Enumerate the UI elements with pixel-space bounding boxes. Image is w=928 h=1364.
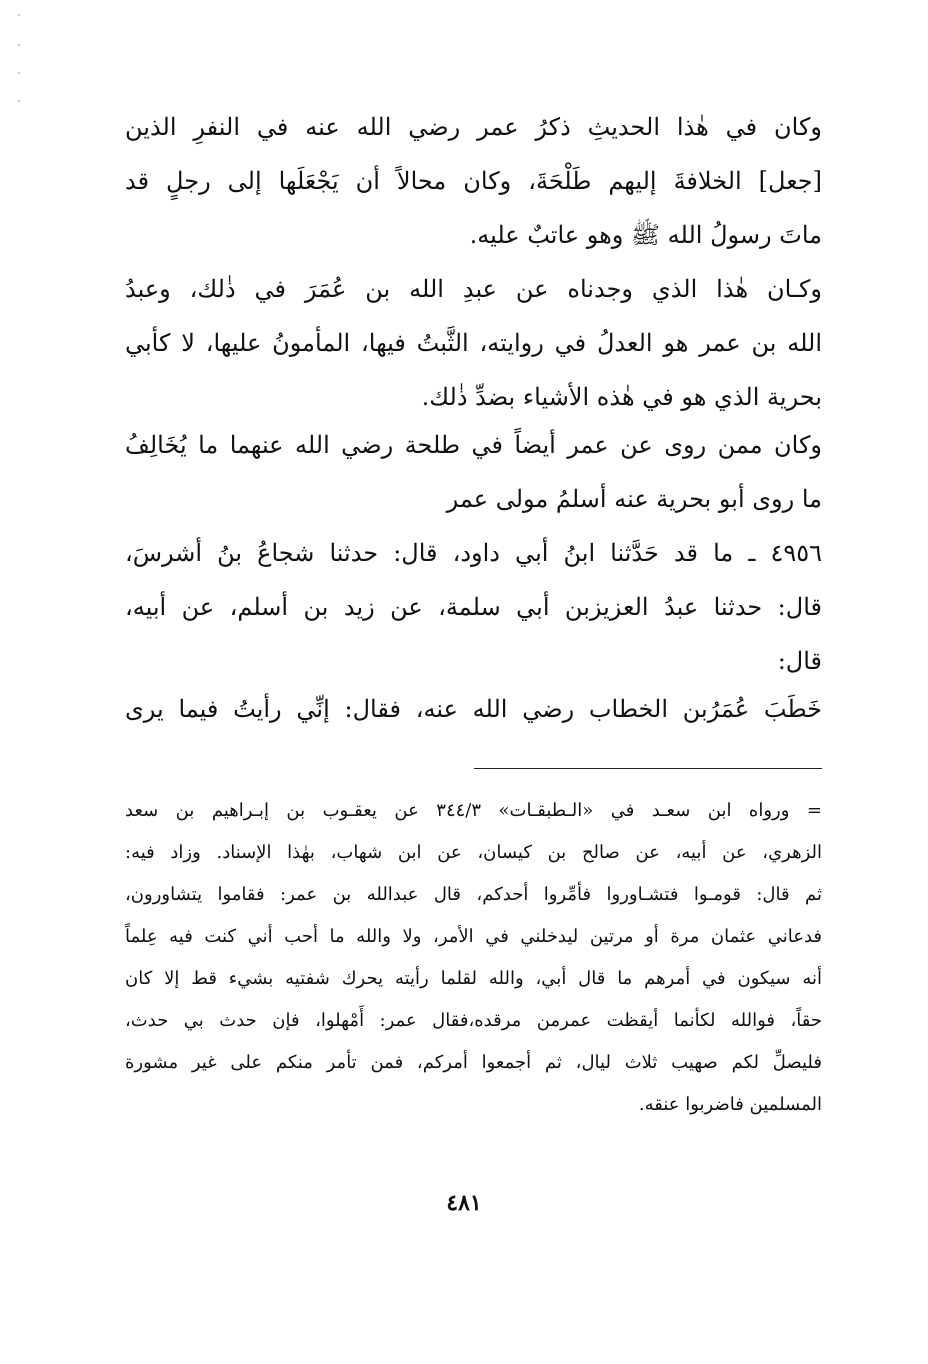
text-line: وكـان هٰذا الذي وجدناه عن عبدِ الله بن عُمَرَ في ذٰلك، وعبدُ bbox=[125, 275, 822, 303]
footnote bbox=[125, 790, 822, 1126]
paragraph-3 bbox=[125, 418, 822, 526]
margin-marks bbox=[16, 0, 24, 1364]
text-line: [جعل] الخلافةَ إليهم طَلْحَةَ، وكان محالاً أن يَجْعَلَها إلى رجلٍ قد bbox=[125, 167, 822, 195]
paragraph-4 bbox=[125, 526, 822, 688]
text-line: خَطَبَ عُمَرُبن الخطاب رضي الله عنه، فقال: إنِّي رأيتُ فيما يرى bbox=[125, 695, 822, 723]
text-line: بحرية الذي هو في هٰذه الأشياء بضدِّ ذٰلك. bbox=[421, 383, 822, 411]
footnote-line: المسلمين فاضربوا عنقه. bbox=[638, 1094, 822, 1115]
text-line: الله بن عمر هو العدلُ في روايته، الثَّبتُ فيها، المأمونُ عليها، لا كأبي bbox=[125, 329, 822, 357]
footnote-line: = ورواه ابن سعـد في «الـطبقـات» ٣٤٤/٣ عن يعقـوب بن إبـراهيم بن سعد bbox=[125, 800, 822, 821]
text-line: قال: bbox=[777, 647, 822, 675]
footnote-line: الزهري، عن أبيه، عن صالح بن كيسان، عن ابن شهاب، بهٰذا الإسناد. وزاد فيه: bbox=[125, 842, 822, 863]
text-line: ما روى أبو بحرية عنه أسلمُ مولى عمر bbox=[446, 485, 822, 513]
footnote-line: أنه سيكون في أمرهم ما قال أبي، والله لقلما رأيته يحرك شفتيه بشيء قط إلا كان bbox=[125, 968, 822, 989]
text-line: وكان في هٰذا الحديثِ ذكرُ عمر رضي الله عنه في النفرِ الذين bbox=[125, 113, 822, 141]
footnote-line: فليصلِّ لكم صهيب ثلاث ليال، ثم أجمعوا أمركم، فمن تأمر منكم على غير مشورة bbox=[125, 1052, 822, 1073]
footnote-line: حقاً، فوالله لكأنما أيقظت عمرمن مرقده،فقال عمر: أَمْهلوا، فإن حدث بي حدث، bbox=[125, 1010, 822, 1031]
footnote-line: ثم قال: قومـوا فتشـاوروا فأمِّروا أحدكم، قال عبدالله بن عمر: فقاموا يتشاورون، bbox=[125, 884, 822, 905]
text-line: ٤٩٥٦ ـ ما قد حَدَّثنا ابنُ أبي داود، قال: حدثنا شجاعُ بنُ أشرسَ، bbox=[125, 539, 822, 567]
page-number: ٤٨١ bbox=[446, 1190, 482, 1216]
paragraph-2 bbox=[125, 262, 822, 424]
text-line: وكان ممن روى عن عمر أيضاً في طلحة رضي الله عنهما ما يُخَالِفُ bbox=[125, 431, 822, 459]
text-line: ماتَ رسولُ الله ﷺ وهو عاتبٌ عليه. bbox=[469, 221, 822, 249]
text-line: قال: حدثنا عبدُ العزيزبن أبي سلمة، عن زيد بن أسلم، عن أبيه، bbox=[125, 593, 822, 621]
footnote-separator bbox=[474, 768, 822, 769]
footnote-line: فدعاني عثمان مرة أو مرتين ليدخلني في الأمر، ولا والله ما أحب أني كنت فيه عِلماً bbox=[125, 926, 822, 947]
paragraph-5 bbox=[125, 682, 822, 736]
paragraph-1 bbox=[125, 100, 822, 262]
